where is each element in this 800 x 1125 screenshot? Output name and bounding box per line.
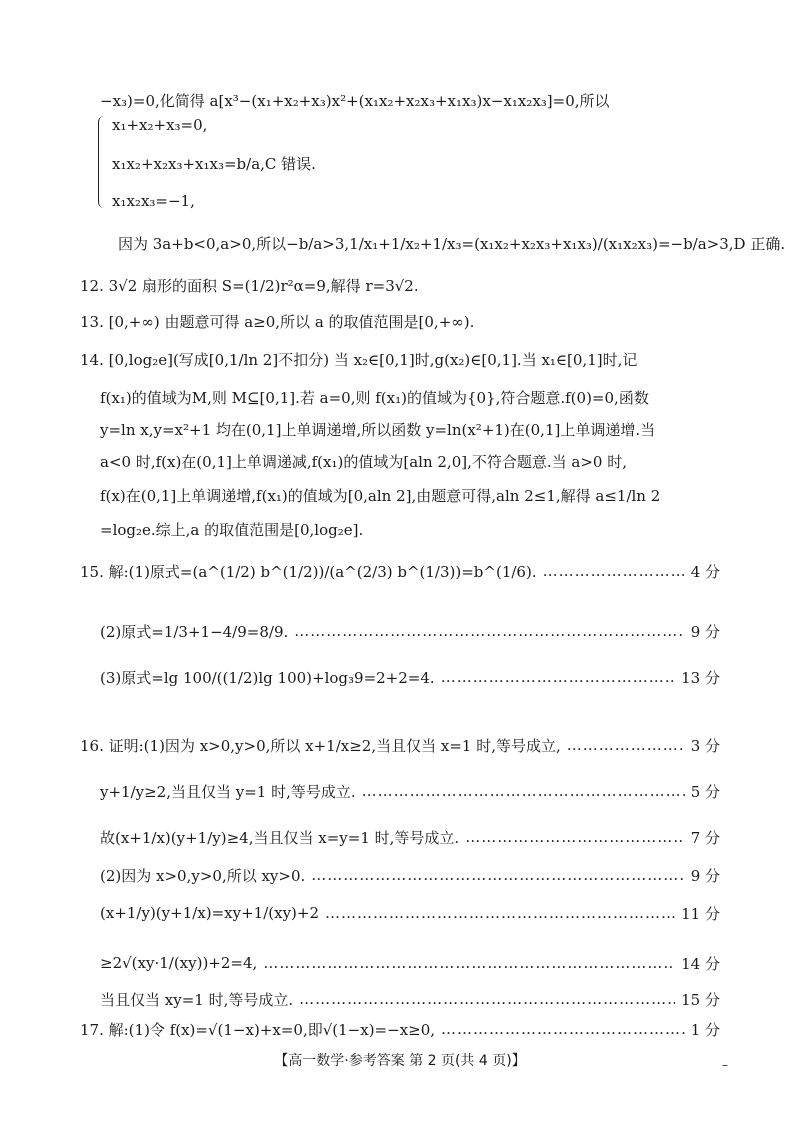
dot-leader	[465, 828, 685, 846]
score-label: 13 分	[681, 668, 720, 687]
corner-mark: –	[722, 1058, 728, 1072]
dot-leader	[362, 782, 685, 800]
dot-leader	[311, 866, 684, 884]
problem-16-line: 故(x+1/x)(y+1/y)≥4,当且仅当 x=y=1 时,等号成立. ………………………………………………………………………………………………………………………………………………………………………… 7 分	[0, 822, 800, 852]
text-line: f(x)在(0,1]上单调递增,f(x₁)的值域为[0,aln 2],由题意可得,aln 2≤1,解得 a≤1/ln 2	[100, 486, 661, 505]
problem-16-line: ≥2√(xy·1/(xy))+2=4, ………………………………………………………………………………………………………………………………………………………………………… 14 分	[0, 948, 800, 978]
dot-leader	[299, 990, 675, 1008]
problem-16-line: y+1/y≥2,当且仅当 y=1 时,等号成立. ………………………………………………………………………………………………………………………………………………………………………… 5 分	[0, 776, 800, 806]
score-label: 9 分	[690, 866, 720, 885]
problem-13: 13. [0,+∞) 由题意可得 a≥0,所以 a 的取值范围是[0,+∞).	[80, 312, 475, 331]
score-label: 15 分	[681, 990, 720, 1009]
text-line: 因为 3a+b<0,a>0,所以−b/a>3,1/x₁+1/x₂+1/x₃=(x₁x₂+x₂x₃+x₁x₃)/(x₁x₂x₃)=−b/a>3,D 正确.	[118, 234, 786, 253]
dot-leader	[294, 622, 684, 640]
text-line: x₁x₂+x₂x₃+x₁x₃=b/a,C 错误.	[112, 154, 316, 173]
page-footer: 【高一数学·参考答案 第 2 页(共 4 页)】	[274, 1053, 526, 1069]
score-label: 3 分	[690, 736, 720, 755]
text-line: f(x₁)的值域为M,则 M⊆[0,1].若 a=0,则 f(x₁)的值域为{0},符合题意.f(0)=0,函数	[100, 388, 649, 407]
problem-16-line: 当且仅当 xy=1 时,等号成立. ………………………………………………………………………………………………………………………………………………………………………… 15 分	[0, 984, 800, 1014]
dot-leader	[325, 904, 675, 922]
score-label: 7 分	[690, 828, 720, 847]
problem-12: 12. 3√2 扇形的面积 S=(1/2)r²α=9,解得 r=3√2.	[80, 276, 419, 295]
text-line: x₁x₂x₃=−1,	[112, 192, 195, 210]
dot-leader	[567, 736, 685, 754]
text-line: a<0 时,f(x)在(0,1]上单调递减,f(x₁)的值域为[aln 2,0],不符合题意.当 a>0 时,	[100, 452, 627, 471]
text-line: −x₃)=0,化简得 a[x³−(x₁+x₂+x₃)x²+(x₁x₂+x₂x₃+x₁x₃)x−x₁x₂x₃]=0,所以	[100, 91, 610, 110]
score-label: 14 分	[681, 954, 720, 973]
dot-leader	[263, 954, 675, 972]
score-label: 11 分	[681, 904, 720, 923]
problem-15-part-2: (2)原式=1/3+1−4/9=8/9. ………………………………………………………………………………………………………………………………………………………………………… 9 分	[0, 616, 800, 646]
score-label: 9 分	[690, 622, 720, 641]
dot-leader	[543, 562, 685, 580]
problem-16-line: (2)因为 x>0,y>0,所以 xy>0. ………………………………………………………………………………………………………………………………………………………………………… 9 分	[0, 860, 800, 890]
dot-leader	[441, 1020, 685, 1038]
score-label: 5 分	[690, 782, 720, 801]
problem-15-part-3: (3)原式=lg 100/((1/2)lg 100)+log₃9=2+2=4. ………………………………………………………………………………………………………………………………………………………………………… 13 分	[0, 662, 800, 692]
problem-16-line: 16. 证明:(1)因为 x>0,y>0,所以 x+1/x≥2,当且仅当 x=1 时,等号成立, ………………………………………………………………………………………………………………………………………………………………………… 3 分	[0, 730, 800, 760]
problem-15-part-1: 15. 解:(1)原式=(a^(1/2) b^(1/2))/(a^(2/3) b^(1/3))=b^(1/6). ………………………………………………………………………………………………………………………………………………………………………… 4 分	[0, 556, 800, 586]
dot-leader	[441, 668, 675, 686]
text-line: y=ln x,y=x²+1 均在(0,1]上单调递增,所以函数 y=ln(x²+1)在(0,1]上单调递增.当	[100, 420, 656, 439]
problem-14: 14. [0,log₂e](写成[0,1/ln 2]不扣分) 当 x₂∈[0,1]时,g(x₂)∈[0,1].当 x₁∈[0,1]时,记	[80, 350, 638, 369]
problem-17-line: 17. 解:(1)令 f(x)=√(1−x)+x=0,即√(1−x)=−x≥0, ………………………………………………………………………………………………………………………………………………………………………… 1 分	[0, 1014, 800, 1044]
text-line: =log₂e.综上,a 的取值范围是[0,log₂e].	[100, 520, 364, 539]
score-label: 1 分	[690, 1020, 720, 1039]
problem-16-line: (x+1/y)(y+1/x)=xy+1/(xy)+2 ………………………………………………………………………………………………………………………………………………………………………… 11 分	[0, 898, 800, 928]
score-label: 4 分	[690, 562, 720, 581]
text-line: x₁+x₂+x₃=0,	[112, 116, 208, 134]
